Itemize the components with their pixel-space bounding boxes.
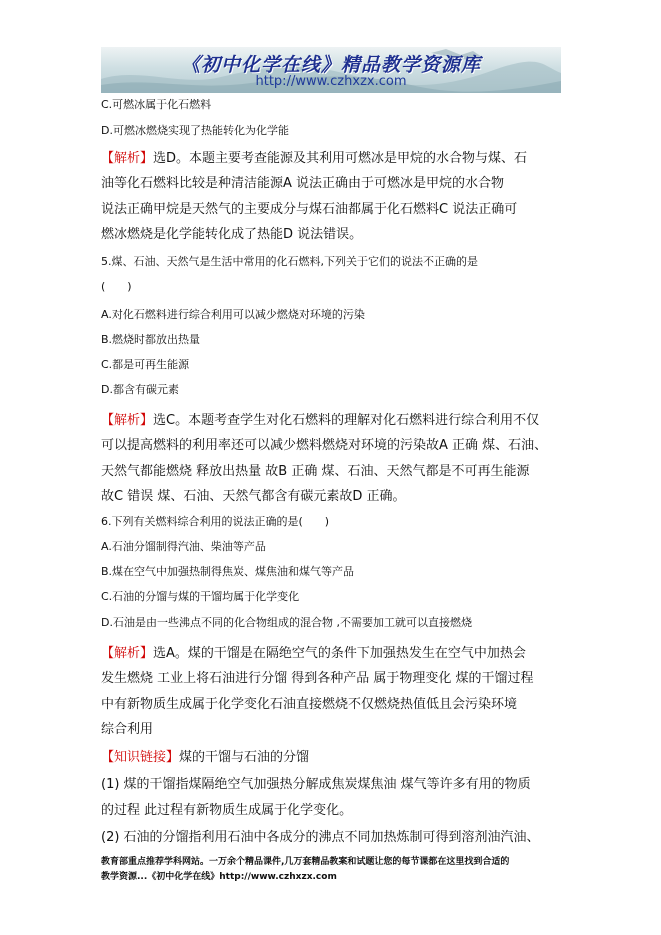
question-line: [101, 513, 329, 529]
analysis-line: [101, 434, 547, 453]
analysis-line: [101, 746, 309, 765]
analysis-line: [101, 718, 153, 737]
line-text: 选A。煤的干馏是在隔绝空气的条件下加强热发生在空气中加热会: [153, 646, 526, 661]
analysis-line: [101, 460, 529, 479]
section-tag: 【解析】: [101, 151, 154, 166]
line-text: (2) 石油的分馏指利用石油中各成分的沸点不同加热炼制可得到溶剂油汽油、: [101, 830, 540, 845]
line-text: 油等化石燃料比较是种清洁能源A 说法正确由于可燃冰是甲烷的水合物: [101, 176, 505, 191]
line-text: 燃冰燃烧是化学能转化成了热能D 说法错误。: [101, 227, 363, 242]
question-line: [101, 278, 132, 294]
option-line: [101, 356, 189, 372]
option-line: [101, 588, 299, 604]
option-line: [101, 381, 179, 397]
section-tag: 【解析】: [101, 646, 154, 661]
line-text: ( ): [101, 280, 132, 293]
option-line: [101, 538, 266, 554]
line-text: C.石油的分馏与煤的干馏均属于化学变化: [101, 590, 300, 603]
line-text: B.煤在空气中加强热制得焦炭、煤焦油和煤气等产品: [101, 565, 355, 578]
line-text: A.石油分馏制得汽油、柴油等产品: [101, 540, 266, 553]
banner-url: http://www.czhxzx.com: [255, 74, 407, 89]
analysis-line: [101, 147, 527, 166]
option-line: [101, 614, 472, 630]
line-text: 煤的干馏与石油的分馏: [179, 750, 310, 765]
line-text: C.可燃冰属于化石燃料: [101, 98, 212, 111]
analysis-line: [101, 198, 517, 217]
analysis-line: [101, 409, 539, 428]
line-text: 中有新物质生成属于化学变化石油直接燃烧不仅燃烧热值低且会污染环境: [101, 697, 518, 712]
analysis-line: [101, 642, 526, 661]
line-text: 选D。本题主要考查能源及其利用可燃冰是甲烷的水合物与煤、石: [153, 151, 528, 166]
line-text: (1) 煤的干馏指煤隔绝空气加强热分解成焦炭煤焦油 煤气等许多有用的物质: [101, 777, 531, 792]
line-text: 6.下列有关燃料综合利用的说法正确的是( ): [101, 515, 330, 528]
line-text: 可以提高燃料的利用率还可以减少燃料燃烧对环境的污染故A 正确 煤、石油、: [101, 438, 548, 453]
option-line: [101, 306, 365, 322]
line-text: 说法正确甲烷是天然气的主要成分与煤石油都属于化石燃料C 说法正确可: [101, 202, 518, 217]
analysis-line: [101, 485, 406, 504]
line-text: 5.煤、石油、天然气是生活中常用的化石燃料,下列关于它们的说法不正确的是: [101, 255, 478, 268]
header-banner: [101, 47, 561, 93]
footer-line-2: 教学资源...《初中化学在线》http://www.czhxzx.com: [101, 872, 337, 882]
line-text: 的过程 此过程有新物质生成属于化学变化。: [101, 803, 353, 818]
line-text: 故C 错误 煤、石油、天然气都含有碳元素故D 正确。: [101, 489, 406, 504]
line-text: B.燃烧时都放出热量: [101, 333, 201, 346]
line-text: 综合利用: [101, 722, 154, 737]
line-text: C.都是可再生能源: [101, 358, 190, 371]
analysis-line: [101, 223, 362, 242]
analysis-line: [101, 773, 531, 792]
section-tag: 【解析】: [101, 413, 154, 428]
analysis-line: [101, 172, 504, 191]
analysis-line: [101, 799, 352, 818]
line-text: A.对化石燃料进行综合利用可以减少燃烧对环境的污染: [101, 308, 365, 321]
section-tag: 【知识链接】: [101, 750, 180, 765]
footer-line-1: 教育部重点推荐学科网站。一万余个精品课件,几万套精品教案和试题让您的每节课都在这里找到合适的: [101, 857, 510, 867]
line-text: 天然气都能燃烧 释放出热量 故B 正确 煤、石油、天然气都是不可再生能源: [101, 464, 530, 479]
line-text: 发生燃烧 工业上将石油进行分馏 得到各种产品 属于物理变化 煤的干馏过程: [101, 671, 534, 686]
line-text: D.都含有碳元素: [101, 383, 179, 396]
option-line: [101, 331, 200, 347]
banner-title: 《初中化学在线》精品教学资源库: [180, 54, 481, 76]
option-line: [101, 96, 211, 112]
option-line: [101, 122, 289, 138]
analysis-line: [101, 826, 540, 845]
analysis-line: [101, 693, 517, 712]
line-text: D.石油是由一些沸点不同的化合物组成的混合物 ,不需要加工就可以直接燃烧: [101, 616, 472, 629]
line-text: D.可燃冰燃烧实现了热能转化为化学能: [101, 124, 289, 137]
analysis-line: [101, 667, 534, 686]
question-line: [101, 253, 478, 269]
option-line: [101, 563, 354, 579]
line-text: 选C。本题考查学生对化石燃料的理解对化石燃料进行综合利用不仅: [153, 413, 540, 428]
